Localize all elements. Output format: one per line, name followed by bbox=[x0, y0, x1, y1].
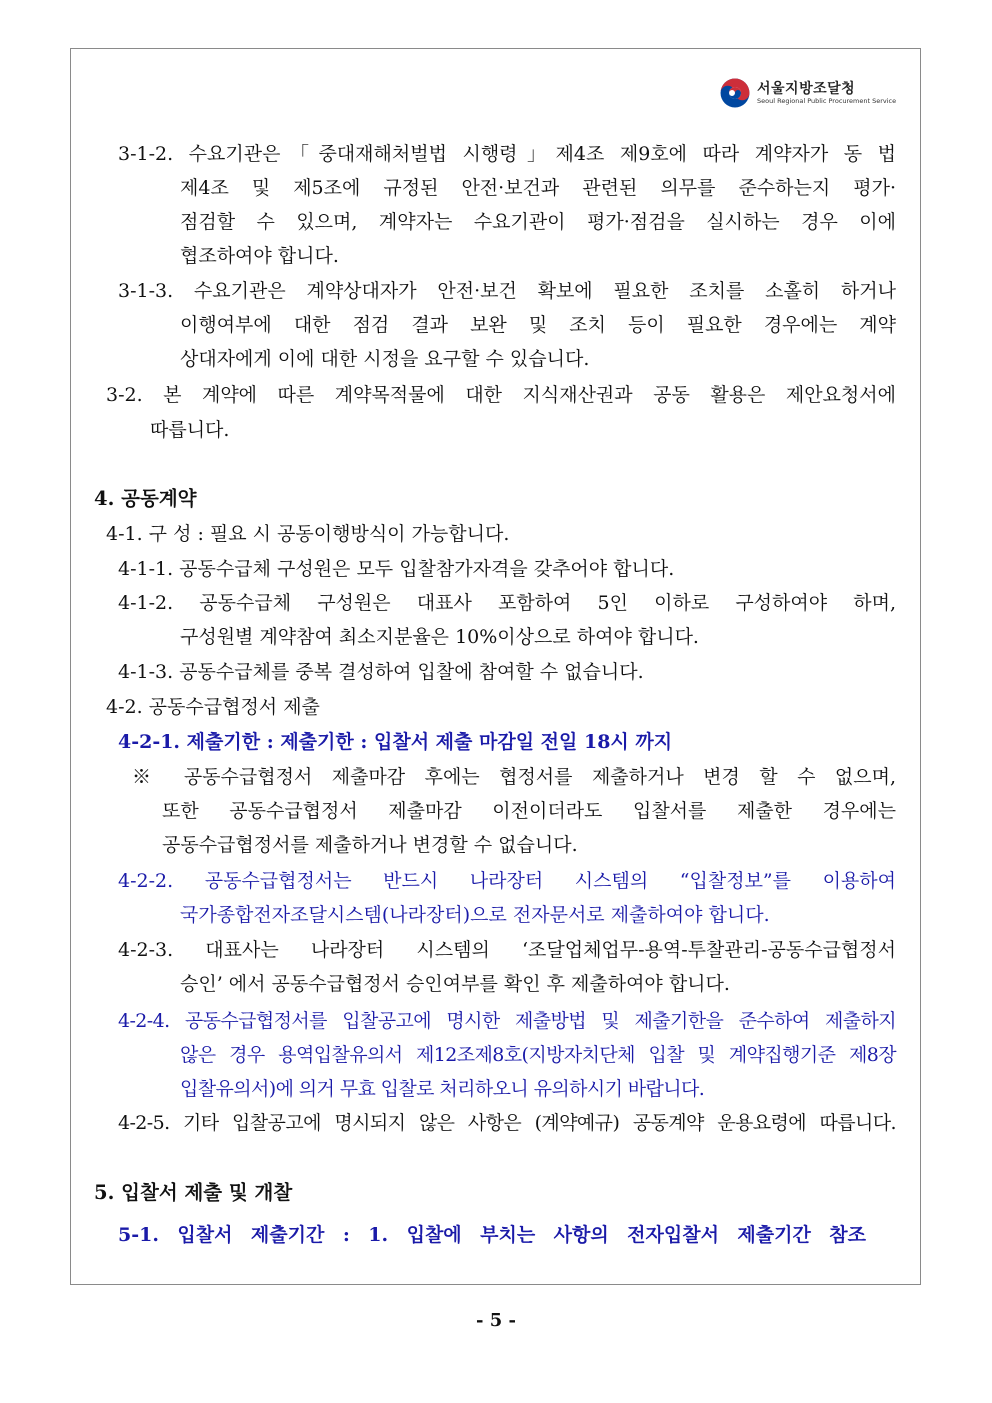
para-3-2-line1: 3-2. 본 계약에 따른 계약목적물에 대한 지식재산권과 공동 활용은 제안요청서에 bbox=[106, 384, 896, 406]
para-4-2-1: 4-2-1. 제출기한 : 제출기한 : 입찰서 제출 마감일 전일 18시 까지 bbox=[118, 731, 673, 753]
para-4-2-4-line1: 4-2-4. 공동수급협정서를 입찰공고에 명시한 제출방법 및 제출기한을 준수하여 제출하지 bbox=[118, 1010, 896, 1032]
para-4-2-2-line1: 4-2-2. 공동수급협정서는 반드시 나라장터 시스템의 “입찰정보”를 이용하여 bbox=[118, 870, 896, 892]
para-3-1-2-line3: 점검할 수 있으며, 계약자는 수요기관이 평가·점검을 실시하는 경우 이에 bbox=[180, 211, 896, 233]
org-name-en: Seoul Regional Public Procurement Service bbox=[757, 96, 897, 105]
para-4-2-3-line1: 4-2-3. 대표사는 나라장터 시스템의 ‘조달업체업무-용역-투찰관리-공동수급협정서 bbox=[118, 939, 896, 961]
para-4-1-2-line1: 4-1-2. 공동수급체 구성원은 대표사 포함하여 5인 이하로 구성하여야 하며, bbox=[118, 592, 896, 614]
page-number: - 5 - bbox=[476, 1310, 516, 1331]
para-3-1-2-line2: 제4조 및 제5조에 규정된 안전·보건과 관련된 의무를 준수하는지 평가· bbox=[180, 177, 896, 199]
note-line3: 공동수급협정서를 제출하거나 변경할 수 없습니다. bbox=[162, 834, 578, 856]
para-3-1-3-line3: 상대자에게 이에 대한 시정을 요구할 수 있습니다. bbox=[180, 348, 590, 370]
para-4-2-3-line2: 승인’ 에서 공동수급협정서 승인여부를 확인 후 제출하여야 합니다. bbox=[180, 973, 730, 995]
para-3-2-line2: 따릅니다. bbox=[150, 419, 230, 441]
para-4-2: 4-2. 공동수급협정서 제출 bbox=[106, 696, 320, 718]
para-4-2-4-line3: 입찰유의서)에 의거 무효 입찰로 처리하오니 유의하시기 바랍니다. bbox=[180, 1078, 705, 1100]
para-4-1-2-line2: 구성원별 계약참여 최소지분율은 10%이상으로 하여야 합니다. bbox=[180, 626, 699, 648]
para-4-2-5: 4-2-5. 기타 입찰공고에 명시되지 않은 사항은 (계약예규) 공동계약 운용요령에 따릅니다. bbox=[118, 1112, 896, 1134]
para-3-1-3-line1: 3-1-3. 수요기관은 계약상대자가 안전·보건 확보에 필요한 조치를 소홀히 하거나 bbox=[118, 280, 896, 302]
para-4-2-4-line2: 않은 경우 용역입찰유의서 제12조제8호(지방자치단체 입찰 및 계약집행기준 제8장 bbox=[180, 1044, 896, 1066]
note-line1: ※ 공동수급협정서 제출마감 후에는 협정서를 제출하거나 변경 할 수 없으며, bbox=[132, 766, 896, 788]
section-4-heading: 4. 공동계약 bbox=[94, 487, 197, 510]
para-4-1: 4-1. 구 성 : 필요 시 공동이행방식이 가능합니다. bbox=[106, 523, 510, 545]
org-name-ko: 서울지방조달청 bbox=[757, 80, 856, 97]
section-5-heading: 5. 입찰서 제출 및 개찰 bbox=[94, 1181, 293, 1204]
org-logo bbox=[718, 75, 896, 111]
para-4-2-2-line2: 국가종합전자조달시스템(나라장터)으로 전자문서로 제출하여야 합니다. bbox=[180, 904, 770, 926]
para-3-1-3-line2: 이행여부에 대한 점검 결과 보완 및 조치 등이 필요한 경우에는 계약 bbox=[180, 314, 896, 336]
para-3-1-2-line1: 3-1-2. 수요기관은「중대재해처벌법 시행령」제4조 제9호에 따라 계약자가 동 법 bbox=[118, 143, 896, 165]
note-line2: 또한 공동수급협정서 제출마감 이전이더라도 입찰서를 제출한 경우에는 bbox=[162, 800, 896, 822]
para-3-1-2-line4: 협조하여야 합니다. bbox=[180, 245, 339, 267]
taegeuk-logo-icon bbox=[718, 76, 752, 110]
para-5-1: 5-1. 입찰서 제출기간 : 1. 입찰에 부치는 사항의 전자입찰서 제출기간 참조 bbox=[118, 1224, 866, 1246]
para-4-1-3: 4-1-3. 공동수급체를 중복 결성하여 입찰에 참여할 수 없습니다. bbox=[118, 661, 644, 683]
para-4-1-1: 4-1-1. 공동수급체 구성원은 모두 입찰참가자격을 갖추어야 합니다. bbox=[118, 558, 675, 580]
